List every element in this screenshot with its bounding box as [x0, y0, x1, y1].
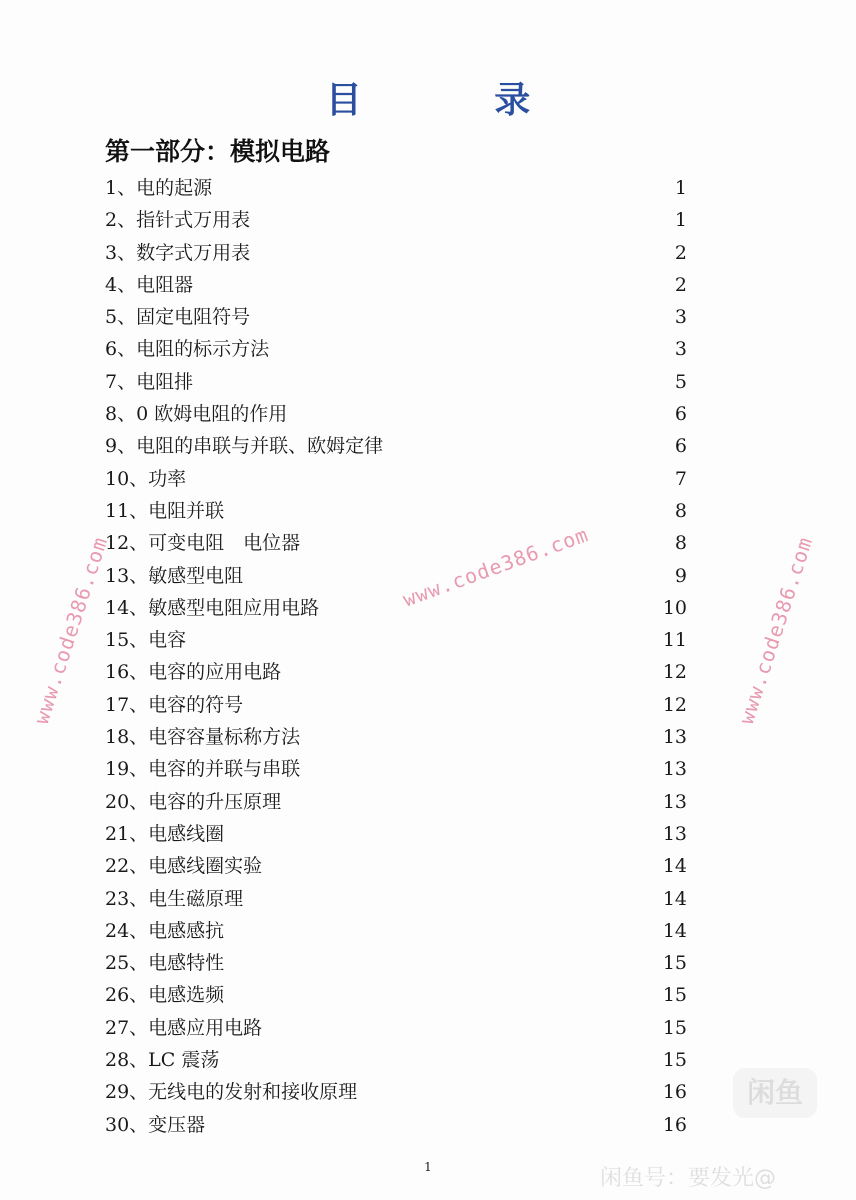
toc-list [105, 172, 695, 1141]
toc-entry [105, 947, 695, 979]
toc-entry [105, 269, 695, 301]
toc-entry-page: 13 [662, 758, 687, 781]
toc-entry [105, 979, 695, 1011]
toc-entry-page: 8 [674, 532, 687, 555]
toc-entry-label: 21、电感线圈 [105, 822, 225, 845]
toc-entry-label: 1、电的起源 [105, 177, 213, 199]
toc-entry [105, 721, 695, 753]
toc-entry-label: 14、敏感型电阻应用电路 [105, 596, 320, 619]
toc-entry [105, 398, 695, 430]
toc-entry [105, 818, 695, 850]
toc-entry [105, 333, 695, 365]
toc-entry-page: 1 [674, 209, 687, 232]
toc-entry-label: 12、可变电阻 电位器 [105, 532, 301, 555]
toc-entry-page: 6 [674, 403, 687, 426]
toc-entry-page: 15 [662, 952, 687, 975]
toc-entry [105, 753, 695, 785]
toc-entry-page: 10 [662, 596, 687, 619]
toc-entry-page: 11 [662, 629, 687, 652]
toc-entry [105, 527, 695, 559]
toc-entry [105, 463, 695, 495]
toc-entry-label: 2、指针式万用表 [105, 209, 251, 232]
toc-entry-label: 9、电阻的串联与并联、欧姆定律 [105, 435, 384, 458]
toc-entry-page: 1 [674, 177, 687, 199]
toc-entry-label: 15、电容 [105, 629, 187, 652]
toc-entry [105, 495, 695, 527]
toc-entry-page: 14 [662, 887, 687, 910]
toc-entry-page: 16 [662, 1113, 687, 1136]
toc-entry-label: 30、变压器 [105, 1113, 206, 1136]
toc-entry-label: 7、电阻排 [105, 370, 194, 393]
toc-entry-label: 25、电感特性 [105, 952, 225, 975]
toc-entry-label: 20、电容的升压原理 [105, 790, 282, 813]
toc-entry-page: 2 [674, 241, 687, 264]
toc-entry [105, 1012, 695, 1044]
toc-entry-page: 15 [662, 1016, 687, 1039]
xianyu-id-watermark: 闲鱼号：要发光@ [600, 1166, 777, 1191]
toc-entry-label: 29、无线电的发射和接收原理 [105, 1081, 358, 1104]
toc-entry-page: 8 [674, 499, 687, 522]
toc-entry [105, 850, 695, 882]
toc-entry-label: 3、数字式万用表 [105, 241, 251, 264]
toc-entry-page: 13 [662, 822, 687, 845]
toc-entry [105, 430, 695, 462]
toc-entry-label: 6、电阻的标示方法 [105, 338, 270, 361]
toc-entry-page: 2 [674, 273, 687, 296]
toc-entry [105, 366, 695, 398]
toc-entry [105, 1076, 695, 1108]
toc-entry-label: 28、LC 震荡 [105, 1049, 220, 1072]
toc-entry-page: 14 [662, 919, 687, 942]
toc-entry [105, 1044, 695, 1076]
toc-entry-label: 19、电容的并联与串联 [105, 758, 301, 781]
toc-entry-label: 17、电容的符号 [105, 693, 244, 716]
toc-entry-page: 14 [662, 855, 687, 878]
toc-entry [105, 883, 695, 915]
toc-entry-page: 12 [662, 661, 687, 684]
watermark: www.code386.com [734, 533, 818, 728]
toc-entry-label: 5、固定电阻符号 [105, 306, 251, 329]
toc-entry [105, 915, 695, 947]
toc-entry [105, 560, 695, 592]
toc-entry [105, 592, 695, 624]
page-number: 1 [424, 1160, 432, 1174]
toc-entry-page: 3 [674, 338, 687, 361]
page-title: 目 录 [325, 79, 591, 121]
toc-entry-label: 16、电容的应用电路 [105, 661, 282, 684]
toc-entry [105, 624, 695, 656]
toc-entry-label: 10、功率 [105, 467, 187, 490]
watermark: www.code386.com [399, 522, 592, 612]
toc-entry-label: 22、电感线圈实验 [105, 855, 263, 878]
toc-entry-page: 16 [662, 1081, 687, 1104]
toc-entry-label: 27、电感应用电路 [105, 1016, 263, 1039]
toc-entry-label: 13、敏感型电阻 [105, 564, 244, 587]
toc-entry-label: 24、电感感抗 [105, 919, 225, 942]
toc-entry-page: 12 [662, 693, 687, 716]
toc-entry-label: 11、电阻并联 [105, 499, 225, 522]
toc-entry-label: 8、0 欧姆电阻的作用 [105, 403, 288, 426]
toc-entry-page: 13 [662, 726, 687, 749]
toc-entry [105, 301, 695, 333]
section-heading: 第一部分：模拟电路 [105, 137, 331, 166]
watermark: www.code386.com [29, 533, 113, 728]
toc-entry-page: 15 [662, 1049, 687, 1072]
toc-entry [105, 204, 695, 236]
toc-entry-label: 18、电容容量标称方法 [105, 726, 301, 749]
toc-entry [105, 656, 695, 688]
toc-entry-page: 6 [674, 435, 687, 458]
toc-entry [105, 689, 695, 721]
toc-entry-page: 3 [674, 306, 687, 329]
toc-entry-page: 15 [662, 984, 687, 1007]
toc-entry [105, 786, 695, 818]
toc-entry-page: 13 [662, 790, 687, 813]
toc-entry [105, 237, 695, 269]
toc-entry-page: 5 [674, 370, 687, 393]
xianyu-logo: 闲鱼 [733, 1068, 817, 1118]
toc-entry-label: 4、电阻器 [105, 273, 194, 296]
toc-entry-page: 9 [674, 564, 687, 587]
toc-entry-label: 23、电生磁原理 [105, 887, 244, 910]
toc-entry [105, 1109, 695, 1141]
toc-entry [105, 172, 695, 204]
toc-entry-page: 7 [674, 467, 687, 490]
toc-entry-label: 26、电感选频 [105, 984, 225, 1007]
